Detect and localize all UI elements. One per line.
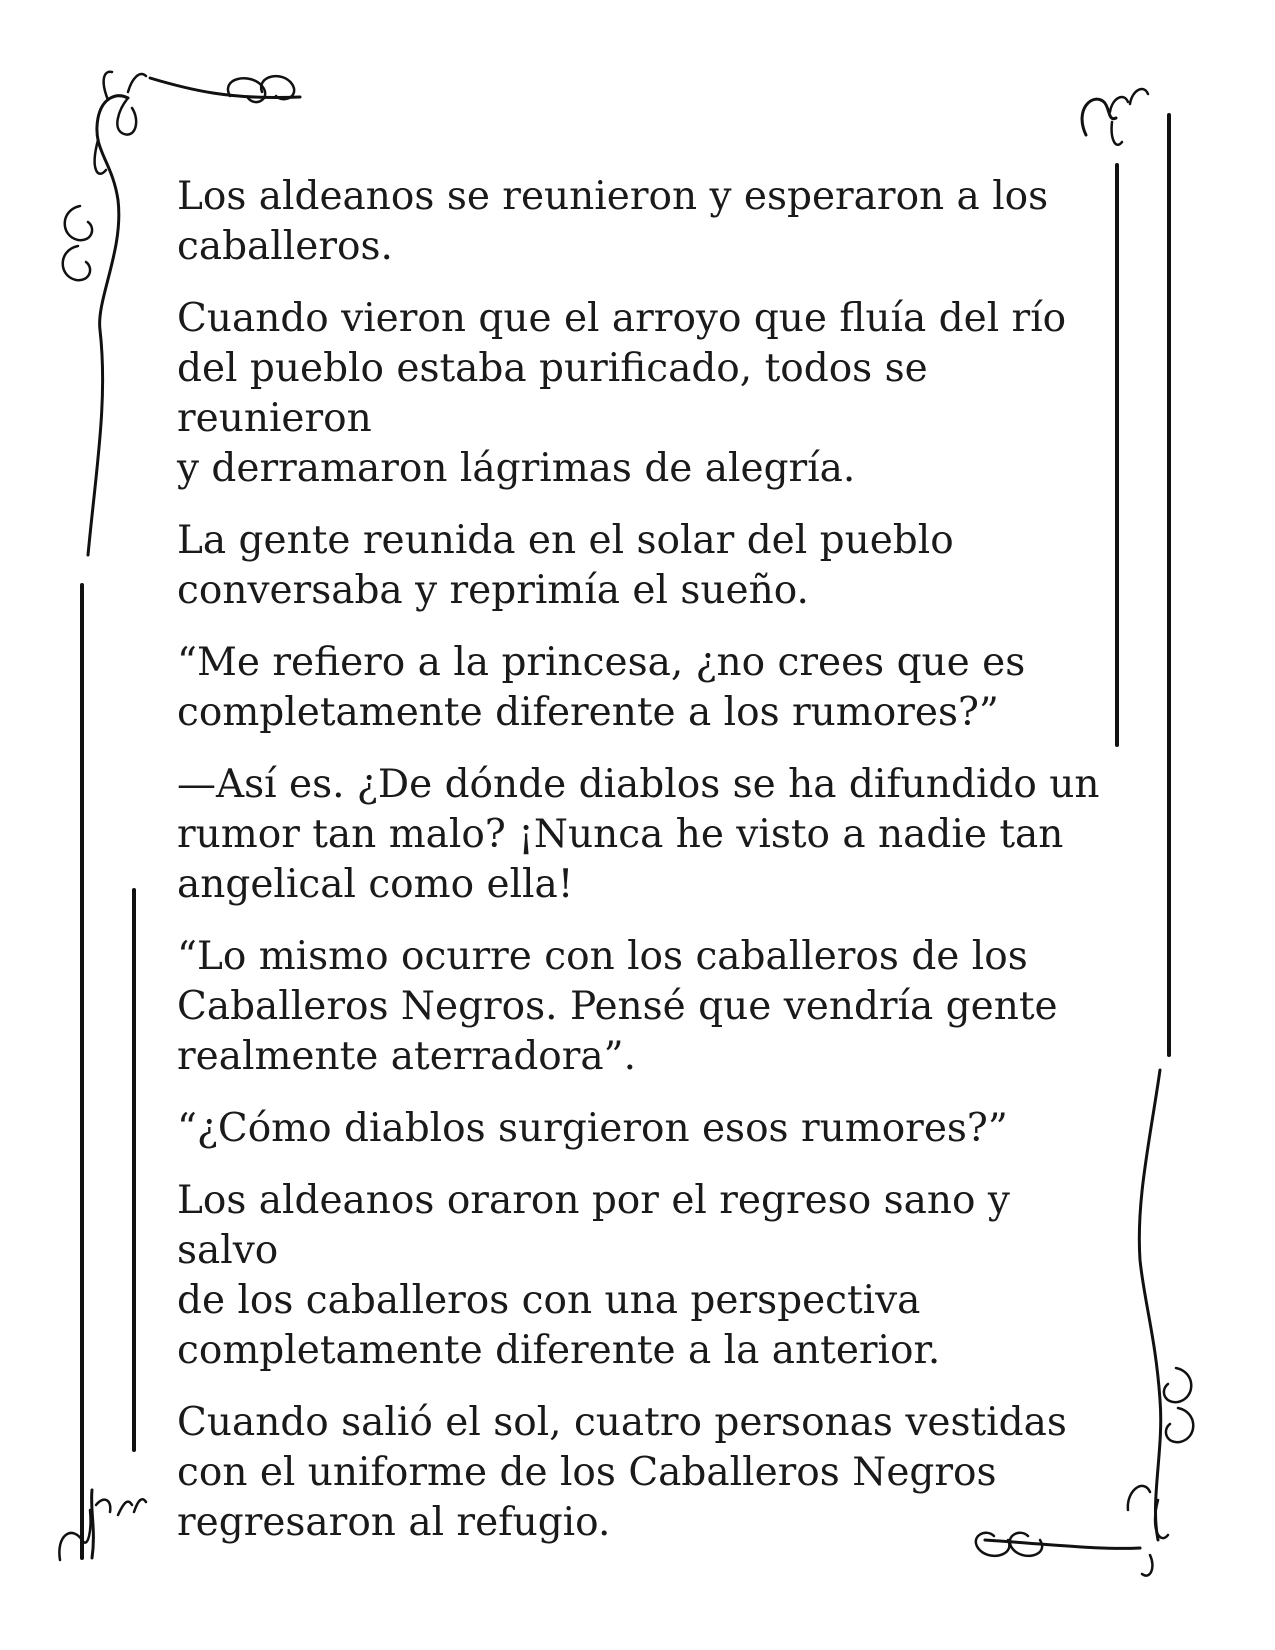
top-right-flourish: [1082, 89, 1148, 145]
bottom-left-flourish: [59, 1490, 146, 1560]
paragraph: Cuando salió el sol, cuatro personas vestidas con el uniforme de los Caballeros Negros regresaron al refugio.: [177, 1400, 1067, 1545]
body-text: [177, 172, 1107, 1570]
paragraph: Los aldeanos oraron por el regreso sano y salvo de los caballeros con una perspectiva completamente diferente a la anterior.: [177, 1178, 1010, 1373]
paragraph: “¿Cómo diablos surgieron esos rumores?”: [177, 1106, 1008, 1151]
paragraph: Cuando vieron que el arroyo que fluía del río del pueblo estaba purificado, todos se reunieron y derramaron lágrimas de alegría.: [177, 296, 1067, 491]
paragraph: Los aldeanos se reunieron y esperaron a los caballeros.: [177, 174, 1049, 269]
paragraph: La gente reunida en el solar del pueblo conversaba y reprimía el sueño.: [177, 518, 954, 613]
paragraph: “Me refiero a la princesa, ¿no crees que es completamente diferente a los rumores?”: [177, 640, 1026, 735]
paragraph: —Así es. ¿De dónde diablos se ha difundido un rumor tan malo? ¡Nunca he visto a nadie tan angelical como ella!: [177, 762, 1100, 907]
paragraph: “Lo mismo ocurre con los caballeros de los Caballeros Negros. Pensé que vendría gente realmente aterradora”.: [177, 934, 1058, 1079]
